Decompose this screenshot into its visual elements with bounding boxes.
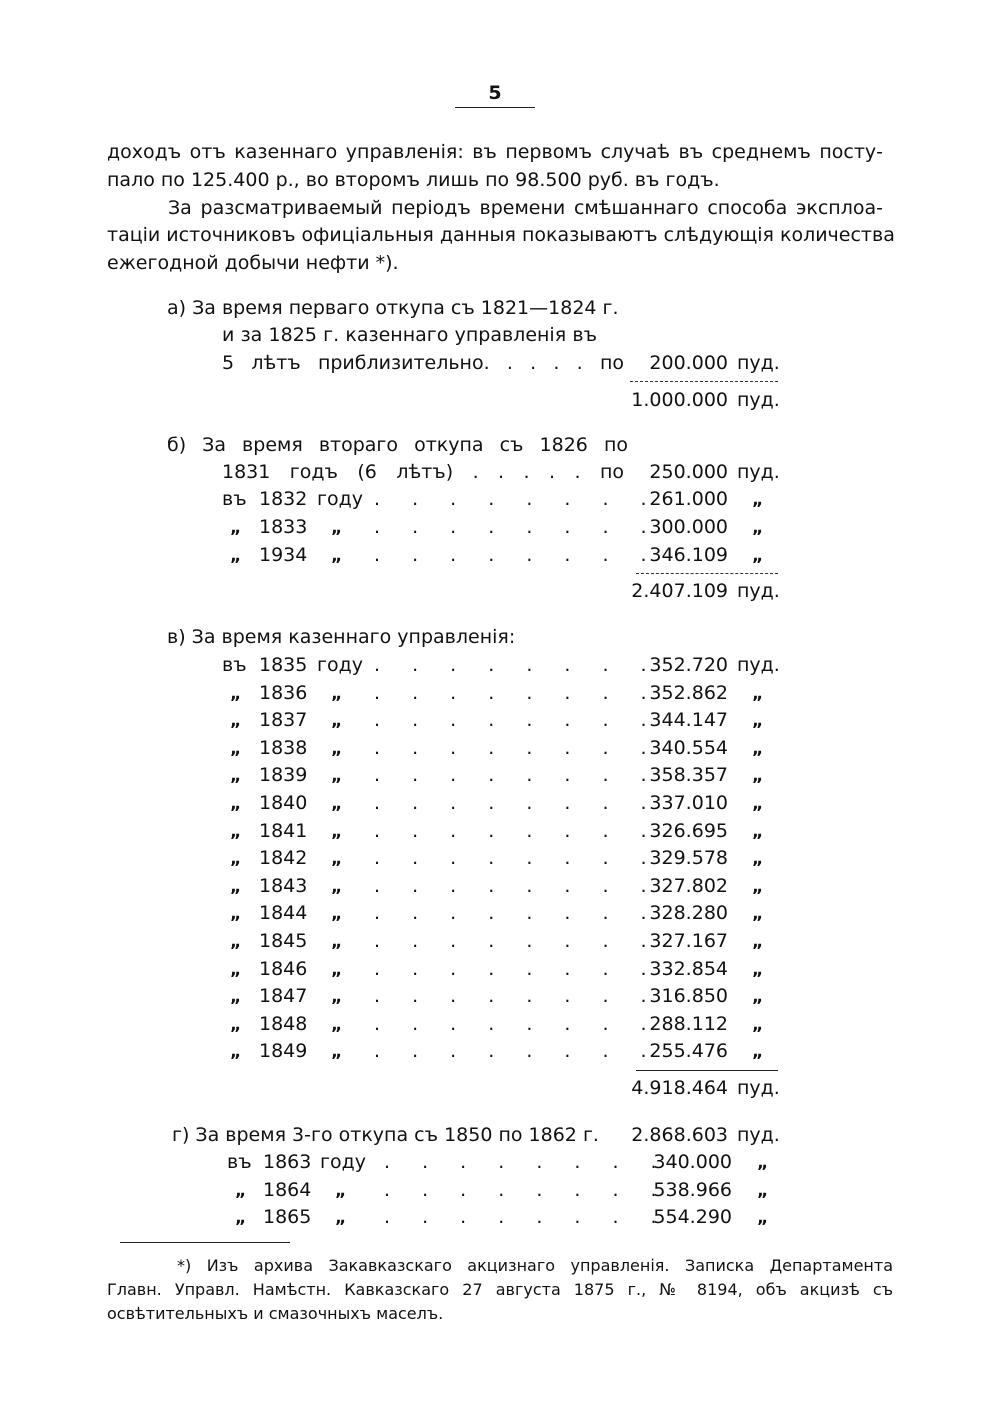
row-ditto: „: [235, 1181, 247, 1201]
row-value: 329.578: [649, 847, 728, 869]
section-b-row2-dots: . . . . . . . .: [374, 488, 660, 510]
row-ditto: „: [230, 822, 242, 842]
section-b-row2-word: году: [317, 488, 363, 510]
row-ditto: „: [230, 960, 242, 980]
row-ditto-end: „: [757, 1181, 769, 1201]
row-ditto-end: „: [752, 1042, 764, 1062]
row-ditto-mid: „: [331, 1015, 343, 1035]
row-ditto-end: „: [757, 1208, 769, 1228]
section-b-row2-year: 1832: [259, 488, 308, 510]
section-a-total: 1.000.000: [631, 389, 728, 411]
row-ditto-end: „: [752, 711, 764, 731]
section-b-row3-ditto: „: [230, 518, 242, 538]
row-year: 1848: [259, 1013, 308, 1035]
section-b-row2-prefix: въ: [222, 488, 247, 510]
section-a-line-3: 5 лѣтъ приблизительно. . . . . по: [222, 352, 624, 374]
row-ditto-end: „: [752, 822, 764, 842]
row-ditto-mid: „: [331, 766, 343, 786]
row-ditto: „: [230, 1015, 242, 1035]
section-b-row4-ditto-end: „: [752, 546, 764, 566]
row-ditto-end: „: [757, 1153, 769, 1173]
row-ditto-end: „: [752, 904, 764, 924]
row-value: 352.720: [649, 654, 728, 676]
row-dots: . . . . . . . .: [384, 1206, 670, 1228]
row-ditto-mid: „: [331, 794, 343, 814]
row-dots: . . . . . . . .: [374, 709, 660, 731]
row-dots: . . . . . . . .: [374, 764, 660, 786]
row-prefix: въ: [227, 1151, 252, 1173]
row-dots: . . . . . . . .: [374, 930, 660, 952]
page-number: 5: [488, 82, 502, 104]
page-number-rule: [455, 107, 535, 108]
row-ditto-end: „: [752, 684, 764, 704]
row-unit: пуд.: [737, 654, 780, 676]
row-value: 326.695: [649, 820, 728, 842]
row-ditto-mid: „: [331, 932, 343, 952]
row-year: 1865: [263, 1206, 312, 1228]
intro-line-2: пало по 125.400 р., во второмъ лишь по 98.500 руб. въ годъ.: [107, 169, 720, 191]
row-value: 327.167: [649, 930, 728, 952]
row-year: 1864: [263, 1179, 312, 1201]
section-b-line-1: б) За время втораго откупа съ 1826 по: [167, 434, 628, 456]
row-ditto: „: [230, 766, 242, 786]
row-ditto-mid: „: [331, 904, 343, 924]
row-ditto-mid: „: [331, 960, 343, 980]
row-ditto-mid: „: [331, 684, 343, 704]
intro-line-5: ежегодной добычи нефти *).: [107, 252, 399, 274]
row-ditto: „: [235, 1208, 247, 1228]
row-dots: . . . . . . . .: [374, 875, 660, 897]
row-year: 1847: [259, 985, 308, 1007]
section-v-sum-rule: [636, 1070, 778, 1071]
row-ditto: „: [230, 987, 242, 1007]
section-g-unit: пуд.: [737, 1124, 780, 1146]
row-ditto: „: [230, 904, 242, 924]
section-g-line-1: г) За время 3-го откупа съ 1850 по 1862 г.: [172, 1124, 599, 1146]
row-ditto: „: [230, 932, 242, 952]
row-dots: . . . . . . . .: [384, 1179, 670, 1201]
row-year: 1843: [259, 875, 308, 897]
section-b-row3-dots: . . . . . . . .: [374, 516, 660, 538]
row-dots: . . . . . . . .: [374, 847, 660, 869]
row-value: 327.802: [649, 875, 728, 897]
row-year: 1840: [259, 792, 308, 814]
footnote-line-2: Главн. Управл. Намѣстн. Кавказскаго 27 августа 1875 г., № 8194, объ акцизѣ съ: [107, 1280, 893, 1299]
row-value: 288.112: [649, 1013, 728, 1035]
footnote-line-3: освѣтительныхъ и смазочныхъ маселъ.: [107, 1304, 444, 1323]
row-ditto: „: [230, 684, 242, 704]
row-dots: . . . . . . . .: [374, 1013, 660, 1035]
row-value: 554.290: [653, 1206, 732, 1228]
row-word: году: [320, 1151, 366, 1173]
section-a-value: 200.000: [649, 352, 728, 374]
section-v-heading: в) За время казеннаго управленія:: [167, 626, 516, 648]
row-dots: . . . . . . . .: [374, 820, 660, 842]
section-b-row4-dots: . . . . . . . .: [374, 544, 660, 566]
section-v-total: 4.918.464: [631, 1077, 728, 1099]
row-word: году: [317, 654, 363, 676]
row-ditto-end: „: [752, 960, 764, 980]
row-dots: . . . . . . . .: [374, 682, 660, 704]
section-v-total-unit: пуд.: [737, 1077, 780, 1099]
section-a-total-unit: пуд.: [737, 389, 780, 411]
row-dots: . . . . . . . .: [374, 1040, 660, 1062]
section-a-line-2: и за 1825 г. казеннаго управленія въ: [222, 324, 597, 346]
row-year: 1842: [259, 847, 308, 869]
section-a-line-1: а) За время перваго откупа съ 1821—1824 г.: [167, 297, 619, 319]
row-ditto-mid: „: [335, 1181, 347, 1201]
section-b-row4-ditto: „: [230, 546, 242, 566]
section-b-row3-ditto-end: „: [752, 518, 764, 538]
row-ditto-end: „: [752, 739, 764, 759]
row-year: 1846: [259, 958, 308, 980]
section-b-total-unit: пуд.: [737, 580, 780, 602]
row-dots: . . . . . . . .: [384, 1151, 670, 1173]
row-ditto-end: „: [752, 794, 764, 814]
row-ditto-mid: „: [335, 1208, 347, 1228]
row-ditto: „: [230, 711, 242, 731]
section-b-row4-value: 346.109: [649, 544, 728, 566]
footnote-rule: [120, 1242, 290, 1243]
row-ditto-mid: „: [331, 822, 343, 842]
row-ditto: „: [230, 739, 242, 759]
row-ditto: „: [230, 877, 242, 897]
section-b-row4-ditto-mid: „: [331, 546, 343, 566]
row-dots: . . . . . . . .: [374, 737, 660, 759]
row-dots: . . . . . . . .: [374, 985, 660, 1007]
row-year: 1836: [259, 682, 308, 704]
row-value: 352.862: [649, 682, 728, 704]
row-ditto-mid: „: [331, 739, 343, 759]
row-ditto-end: „: [752, 987, 764, 1007]
row-year: 1838: [259, 737, 308, 759]
row-ditto-mid: „: [331, 1042, 343, 1062]
row-ditto: „: [230, 849, 242, 869]
section-b-line-2: 1831 годъ (6 лѣтъ) . . . . . по: [222, 461, 624, 483]
row-value: 255.476: [649, 1040, 728, 1062]
section-b-total: 2.407.109: [631, 580, 728, 602]
section-b-row3-ditto-mid: „: [331, 518, 343, 538]
row-value: 344.147: [649, 709, 728, 731]
row-value: 538.966: [653, 1179, 732, 1201]
row-value: 358.357: [649, 764, 728, 786]
intro-line-3: За разсматриваемый періодъ времени смѣшаннаго способа эксплоа-: [168, 197, 883, 219]
row-ditto-mid: „: [331, 849, 343, 869]
section-b-row4-year: 1934: [259, 544, 308, 566]
row-ditto-mid: „: [331, 987, 343, 1007]
row-ditto-end: „: [752, 766, 764, 786]
row-ditto-end: „: [752, 849, 764, 869]
row-year: 1839: [259, 764, 308, 786]
row-year: 1835: [259, 654, 308, 676]
row-value: 316.850: [649, 985, 728, 1007]
row-year: 1863: [263, 1151, 312, 1173]
row-value: 340.554: [649, 737, 728, 759]
section-b-row3-year: 1833: [259, 516, 308, 538]
row-year: 1841: [259, 820, 308, 842]
row-year: 1844: [259, 902, 308, 924]
section-b-row2-ditto: „: [752, 490, 764, 510]
footnote-line-1: *) Изъ архива Закавказскаго акцизнаго управленія. Записка Департамента: [177, 1256, 893, 1275]
section-b-value-1: 250.000: [649, 461, 728, 483]
row-ditto: „: [230, 1042, 242, 1062]
intro-line-4: таціи источниковъ офиціальныя данныя показываютъ слѣдующія количества: [107, 224, 895, 246]
row-ditto: „: [230, 794, 242, 814]
row-ditto-end: „: [752, 932, 764, 952]
row-year: 1837: [259, 709, 308, 731]
row-ditto-mid: „: [331, 711, 343, 731]
row-dots: . . . . . . . .: [374, 654, 660, 676]
row-ditto-end: „: [752, 1015, 764, 1035]
row-year: 1845: [259, 930, 308, 952]
row-value: 337.010: [649, 792, 728, 814]
row-dots: . . . . . . . .: [374, 792, 660, 814]
row-prefix: въ: [222, 654, 247, 676]
row-dots: . . . . . . . .: [374, 902, 660, 924]
row-value: 328.280: [649, 902, 728, 924]
section-b-sum-rule: [636, 573, 778, 574]
intro-line-1: доходъ отъ казеннаго управленія: въ первомъ случаѣ въ среднемъ посту-: [107, 141, 883, 163]
row-value: 332.854: [649, 958, 728, 980]
row-value: 340.000: [653, 1151, 732, 1173]
section-b-row3-value: 300.000: [649, 516, 728, 538]
section-b-unit: пуд.: [737, 461, 780, 483]
row-year: 1849: [259, 1040, 308, 1062]
row-dots: . . . . . . . .: [374, 958, 660, 980]
row-ditto-end: „: [752, 877, 764, 897]
section-a-sum-rule: [630, 381, 778, 382]
section-g-value-1: 2.868.603: [631, 1124, 728, 1146]
section-a-unit: пуд.: [737, 352, 780, 374]
row-ditto-mid: „: [331, 877, 343, 897]
section-b-row2-value: 261.000: [649, 488, 728, 510]
